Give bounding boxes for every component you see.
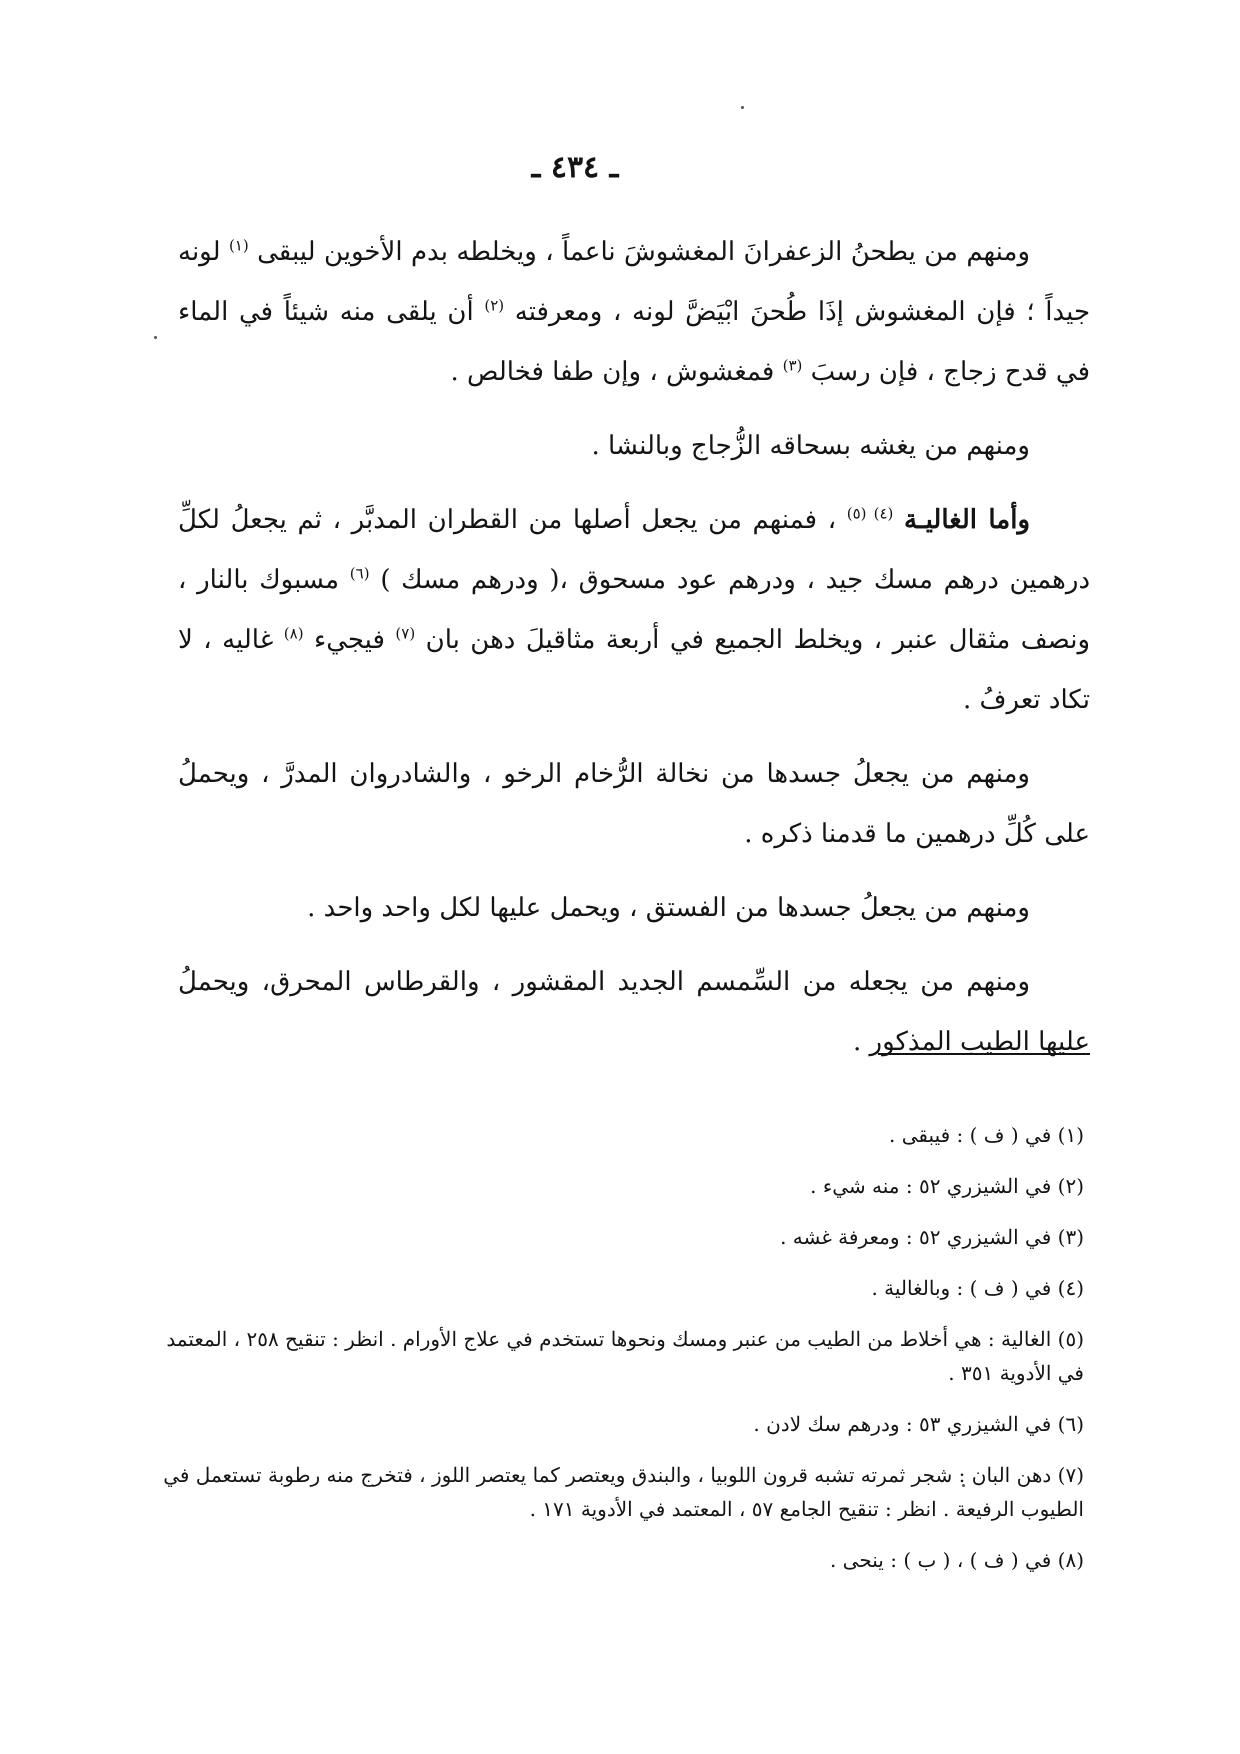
- footnote: (٨) في ( ف ) ، ( ب ) : ينحى .: [829, 1548, 1084, 1572]
- paragraph-pistachio: ومنهم من يجعلُ جسدها من الفستق ، ويحمل عليها لكل واحد واحد .: [307, 893, 1030, 923]
- footnote: (٦) في الشيزري ٥٣ : ودرهم سك لادن .: [753, 1412, 1084, 1436]
- footnote-ref: (٦): [349, 564, 370, 583]
- paragraph-marble: ومنهم من يجعلُ جسدها من نخالة الرُّخام الرخو ، والشادروان المدرَّ ، ويحملُ على كُلِّ درهمين ما قدمنا ذكره .: [178, 759, 1090, 849]
- footnotes: [150, 1118, 1084, 1594]
- paragraph-text: ، فمنهم من يجعل أصلها من القطران المدبَّر ، ثم يجعلُ لكلِّ درهمين درهم مسك جيد ، ودرهم عود مسحوق ،( ودرهم مسك ): [178, 505, 1091, 595]
- footnote-ref: (٧): [395, 624, 416, 643]
- scan-speck: [741, 106, 744, 109]
- paragraph-text: فيجيء: [313, 625, 385, 655]
- scan-speck: [154, 336, 157, 339]
- footnote: (١) في ( ف ) : فيبقى .: [889, 1123, 1084, 1147]
- paragraph-heading: وأما الغاليـة: [904, 505, 1030, 535]
- footnote: (٢) في الشيزري ٥٢ : منه شيء .: [810, 1174, 1084, 1198]
- footnote-ref: (٢): [484, 296, 505, 315]
- footnote-divider: [878, 1053, 1090, 1055]
- paragraph-sesame: ومنهم من يجعله من السِّمسم الجديد المقشور ، والقرطاس المحرق، ويحملُ عليها الطيب المذكور .: [178, 967, 1090, 1057]
- paragraph-text: لونه جيداً ؛ فإن المغشوش إذَا طُحنَ ابْيَضَّ لونه ، ومعرفته: [178, 237, 1091, 327]
- footnote: (٥) الغالية : هي أخلاط من الطيب من عنبر ومسك ونحوها تستخدم في علاج الأورام . انظر : تنقيح ٢٥٨ ، المعتمد في الأدوية ٣٥١ .: [166, 1327, 1084, 1385]
- paragraph-glass: ومنهم من يغشه بسحاقه الزُّجاج وبالنشا .: [591, 431, 1030, 461]
- paragraph-ghaliya: [178, 490, 1090, 730]
- footnote: (٤) في ( ف ) : وبالغالية .: [871, 1276, 1084, 1300]
- page-number: ـ ٤٣٤ ـ: [531, 150, 619, 185]
- footnote: (٣) في الشيزري ٥٢ : ومعرفة غشه .: [780, 1225, 1084, 1249]
- footnote-ref: (٣): [782, 356, 803, 375]
- paragraph-text: فمغشوش ، وإن طفا فخالص .: [450, 357, 775, 387]
- footnote: (٧) دهن البان : شجر ثمرته تشبه قرون اللوبيا ، والبندق ويعتصر كما يعتصر اللوز ، فتخرج منه رطوبة تستعمل في الطيوب الرفيعة . انظر : تنقيح الجامع ٥٧ ، المعتمد في الأدوية ١٧١ .: [163, 1463, 1084, 1521]
- paragraph-text: مسبوك بالنار ، ونصف مثقال عنبر ، ويخلط الجميع في أربعة مثاقيلَ دهن بان: [178, 565, 1090, 655]
- paragraph-saffron: [178, 222, 1090, 402]
- paragraph-text: ومنهم من يطحنُ الزعفرانَ المغشوشَ ناعماً ، ويخلطه بدم الأخوين ليبقى: [257, 237, 1030, 267]
- main-text: [178, 222, 1090, 1086]
- footnote-ref: (٤) (٥): [846, 504, 894, 523]
- footnote-ref: (١): [228, 236, 249, 255]
- paragraph-text: غاليه ، لا تكاد تعرفُ .: [178, 625, 1090, 715]
- paragraph-text: أن يلقى منه شيئاً في الماء في قدح زجاج ، فإن رسبَ: [178, 297, 1090, 387]
- footnote-ref: (٨): [283, 624, 304, 643]
